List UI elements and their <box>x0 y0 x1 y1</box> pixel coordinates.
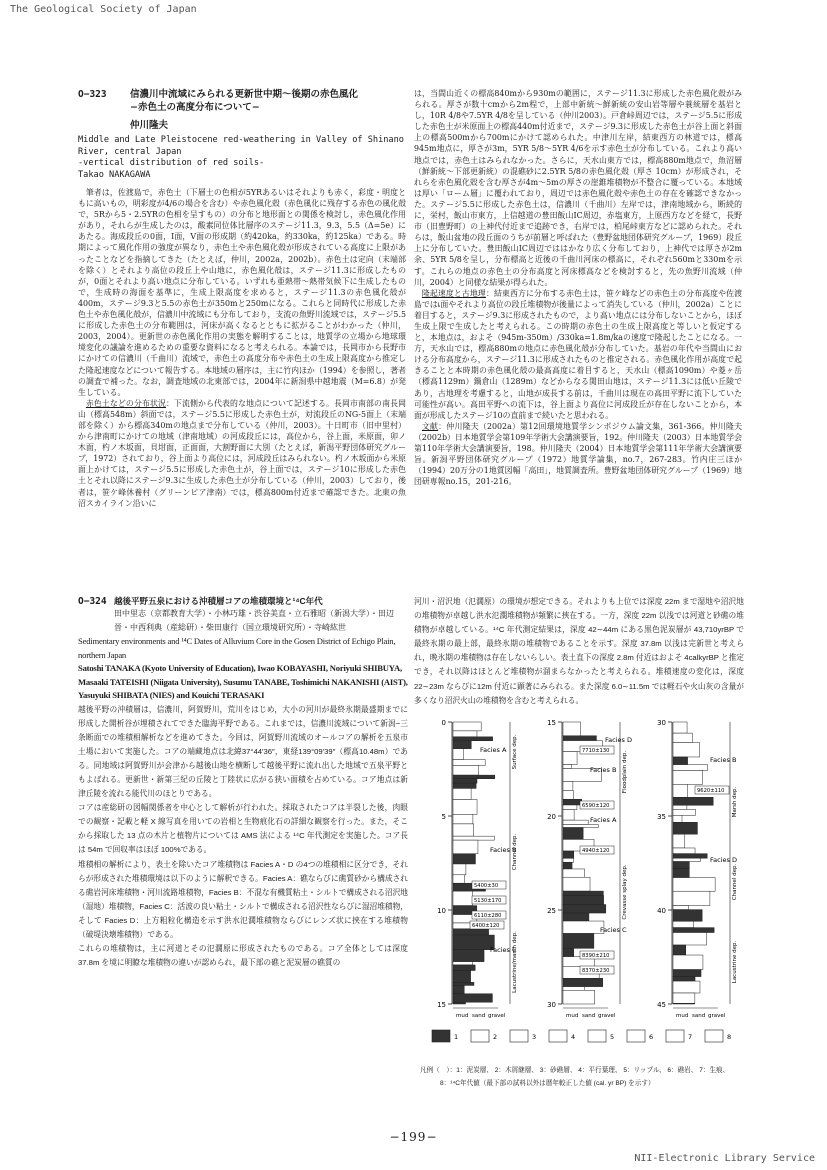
c14-date-label: 5400±30 <box>474 883 499 889</box>
figure-caption-line-2: 8：¹⁴C年代値（最下部の試料以外は暦年較正した値 (cal. yr BP) を示す） <box>440 1080 655 1087</box>
lithology-layer <box>563 824 598 827</box>
lithology-layer <box>453 824 474 836</box>
abstract-323-paragraph-4 <box>414 288 742 421</box>
legend-symbol-number: 5 <box>610 1033 615 1041</box>
lithology-layer <box>673 805 687 809</box>
lithology-layer <box>453 765 479 775</box>
environment-label: Channel dep. <box>732 863 738 901</box>
environment-label: Surface dep. <box>512 734 518 770</box>
lithology-layer <box>673 878 715 892</box>
lithology-layer <box>563 790 573 799</box>
lithology-layer <box>563 805 577 810</box>
abstract-323-author: 仲川隆夫 <box>130 120 169 131</box>
lithology-layer <box>563 877 590 891</box>
abstract-323-en-title-2: River, central Japan <box>78 146 182 157</box>
lithology-layer <box>673 928 714 933</box>
abstract-323-right-column <box>414 88 742 588</box>
lithology-layer <box>453 950 484 962</box>
abstract-323-paragraph-2-text: ：下流側から代表的な地点について記述する。長岡市南部の南長岡山（標高548m）斜面では，ステージ5.5に形成した赤色土が，対流段丘のNG-5面上（末端部を除く）から標高340mの地点まで分布している（仲川，2003）。十日町市（旧中里村）から津南町にかけての地域（津南地域）の河成段丘には，高位から，谷上面，米原面，卯ノ木面，杓ノ木坂面，貝坩面，正面面，大割野面に大別（たとえば，新潟平野団体研究グループ，1972）されており，谷上面より高位には，河成段丘はみられない。杓ノ木坂面から米原面上かけては，ステージ5.5に形成した赤色土が，谷上面では，ステージ10に形成した赤色土とそれ以降にステージ9.3に生成した赤色土が分布している（仲川，2003）しており，後者は，笹ケ峰休養村（グリーンピア津南）では，標高800m付近まで確認できた。北東の魚沼スカイライン沿いに <box>78 398 406 508</box>
c14-date-label: 7710±130 <box>582 748 610 754</box>
lithology-layer <box>453 875 464 883</box>
depth-tick-label: 25 <box>547 907 556 915</box>
c14-date-label: 5130±170 <box>474 898 502 904</box>
abstract-323-references-text: ：仲川隆夫（2002a）第12回環境地質学シンポジウム論文集，361-366。仲川隆夫（2002b）日本地質学会第109年学術大会講演要旨，192。仲川隆夫（2003）日本地質学会第110年学術大会講演要旨，198。仲川隆夫（2004）日本地質学会第111年学術大会講演要旨。新潟平野団体研究グループ（1972）地質学論集，no.7，267-283。竹内庄三ほか（1994）20万分の1地質図幅「高田」，地質調査所。豊野盆地団体研究グループ（1969）地団研専報no.15，201-216。 <box>414 421 742 487</box>
lithology-layer <box>563 722 581 736</box>
abstract-324-left-column <box>78 595 408 1115</box>
figure-caption-line-1: 凡例（ ）：1：泥炭層、 2：木屑継層、 3：砂礁層、 4：平行葉理、 5：リップル、 6：礁岩、 7：生痕、 <box>420 1067 730 1074</box>
lithology-layer <box>673 910 702 922</box>
core-log-figure <box>420 712 750 1057</box>
abstract-324-en-title: Sedimentary environments and ¹⁴C Dates of Alluvium Core in the Gosen District of Echigo Plain, northern Japan <box>78 636 396 660</box>
lithology-layer <box>673 822 697 834</box>
lithology-layer <box>453 854 475 864</box>
depth-tick-label: 35 <box>657 813 666 821</box>
lithology-layer <box>453 749 464 760</box>
lithology-layer <box>563 896 604 905</box>
legend-symbol-box <box>471 1030 489 1042</box>
lithology-layer <box>453 779 477 783</box>
lithology-layer <box>673 955 703 970</box>
abstract-324-paragraph-2: コアは産総研の図幅関係者を中心として解析が行われた。採取されたコアは半裂した後，肉眼での観察・記載と軽 X 線写真を用いての岩相と生物痕化石の詳細な観察を行った。また，そこから採取した 13 点の木片と植物片については AMS 法による ¹⁴C 年代測定を実施した。コア長は 54m で回収率はほぼ 100%である。 <box>78 803 408 855</box>
abstract-323-title-text: 信濃川中流域にみられる更新世中期～後期の赤色風化 <box>130 89 359 100</box>
grain-size-label: mud <box>566 1013 579 1019</box>
lithology-layer <box>563 891 603 895</box>
figure-caption <box>420 1064 750 1090</box>
legend-symbol-number: 8 <box>727 1033 732 1041</box>
lithology-layer <box>563 764 572 768</box>
legend-symbol-number: 4 <box>571 1033 576 1041</box>
grain-size-label: gravel <box>598 1013 616 1019</box>
legend-symbol-box <box>549 1030 567 1042</box>
lithology-layer <box>673 970 701 977</box>
lithology-layer <box>673 770 703 784</box>
abstract-323-en-author: Takao NAKAGAWA <box>78 169 151 180</box>
lithology-layer <box>673 891 710 905</box>
lithology-layer <box>453 775 495 779</box>
depth-tick-label: 40 <box>657 907 666 915</box>
lithology-layer <box>563 851 574 858</box>
facies-label: Facies B <box>710 756 737 764</box>
environment-label: Floodplain dep. <box>622 750 628 794</box>
lithology-layer <box>673 742 700 757</box>
references-heading: 文献 <box>421 421 439 431</box>
lithology-layer <box>563 781 573 790</box>
depth-tick-label: 20 <box>547 813 556 821</box>
facies-label: Facies B <box>590 766 617 774</box>
lithology-layer <box>673 1003 695 1004</box>
lithology-layer <box>453 1002 466 1004</box>
legend-symbol-number: 6 <box>649 1033 654 1041</box>
abstract-323-paragraph-1: 筆者は，佐渡島で，赤色土（下層土の色相が5YRあるいはそれよりも赤く，彩度・明度ともに高いもの，明彩度が4/6の場合を含む）や赤色風化殻（赤色風化に残存する赤色の風化殻で，5Rから5・2.5YRの色相を呈すもの）の分布と地形面との関係を検討し，赤色風化作用があり，それらが生成したのは，酸素同位体比層序のステージ11.3，9.3，5.5（Δ=5e）にあたる。海成段丘の0面，I面，V面の形成期（約420ka，約330ka，約125ka）である。時期によって風化作用の強度が異なり，赤色土や赤色風化殻が形成されている高度に上限があったことなどを指摘してきた（たとえば，仲川，2002a，2002b）。赤色土は定向（末端部を除く）とそれより高位の段丘上や山地に，赤色風化殻は，ステージ11.3に形成したものが，0面とそれより高い地点に分布している。いずれも亜熱帯～熱帯気候下に生成したもので，生成時の海面を基準に，生成上限高度を求めると，ステージ11.3の赤色風化殻が400m，ステージ9.3と5.5の赤色土が350mと250mになる。これらと同時代に形成した赤色土や赤色風化殻が，信濃川中流域にも分布しており，支流の魚野川流域では，ステージ5.5に形成した赤色土の分布範囲は，河床が高くなるとともに拡がることがわかった（仲川，2003，2004）。更新世の赤色風化作用の実態を解明することは，地質学の立場から地球環境変化の議論を進めるための重要な資料になると考えられる。本論では，長岡市から長野市にかけての信濃川（千曲川）流域で，赤色土の高度分布や赤色土の生成上限高度から推定した隆起速度などについて報告する。本地域の層序は，主に竹内ほか（1994）を参照し，著者の調査で補った。なお，調査地域の北東部では，2004年に新潟県中越地震（M=6.8）が発生している。 <box>78 188 406 397</box>
lithology-layer <box>563 752 577 765</box>
environment-label: Lacustrine/marsh dep. <box>512 931 518 993</box>
facies-label: Facies D <box>710 856 737 864</box>
lithology-layer <box>453 962 473 965</box>
lithology-layer <box>563 913 589 921</box>
grain-size-label: sand <box>582 1013 596 1019</box>
lithology-layer <box>453 971 471 983</box>
facies-label: Facies C <box>490 946 517 954</box>
lithology-layer <box>673 722 687 733</box>
facies-label: Facies A <box>480 746 507 754</box>
legend-symbol-box <box>510 1030 528 1042</box>
abstract-323-paragraph-3: は，当間山近くの標高840mから930mの範囲に，ステージ11.3に形成した赤色風化殻がみられる。厚さが数十cmから2m程で，上部中新統～鮮新統の安山岩等層や蓑統層を基岩とし，10R 4/8や7.5YR 4/8を呈している（仲川2003）。戸倉峠周辺では，ステージ5.5に形成した赤色土が米原面上の標高440m付近まで，ステージ9.3に形成した赤色土が谷上面と斜面上の標高500mから700mにかけて認められた。中津川左岸，結東西方の林道では，標高945m地点に，厚さが3m，5YR 5/8～5YR 4/6を示す赤色土が分布している。これより高い地点では，赤色土はみられなかった。さらに，天水山東方では，標高880m地点で，魚沼層（鮮新統～下部更新統）の混礁砂に2.5YR 5/8の赤色風化殻（厚さ 10cm）が形成され，それらを赤色風化殻を含む厚さが4m～5mの厚さの崖錐堆積物が不整合に覆っている。本地域は厚い「ローム層」に覆われており，周辺では赤色風化殻や赤色土の存在を確認できなかった。ステージ5.5に形成した赤色土は，信濃川（千曲川）左岸では，津南地域から，断続的に，栄村，飯山市東方，上信越道の豊田飯山IC周辺，赤塩東方，上原西方などを経て，長野市（旧豊野町）の上神代付近まで追跡でき，右岸では，柏尾峠東方などに認められた。それらは，飯山盆地の段丘面のうちが前層と呼ばれた（豊野盆地団体研究グループ，1969）段丘上に分布していた。豊田飯山IC周辺でははかなり広く分布しており，上神代では厚さが2m余、5YR 5/8を呈し，分布標高と近後の千曲川河床の標高に，それぞれ560mと330mを示す。これらの地点の赤色土の分布高度と河床標高などを検討すると，先の魚野川流域（仲川，2004）と同様な結果が得られた。 <box>414 89 742 287</box>
abstract-324-paragraph-1: 越後平野の沖積層は，信濃川，阿賀野川，荒川をはじめ，大小の河川が最終氷期最盛期までに形成した開析谷が埋積されてできた臨海平野である。これまでは，信濃川流域について新潟−三条断面での堆積相解析などを進めてきた。今回は，阿賀野川流域のオールコアの解析を五泉市土場において実施した。コアの端藏地点は北緯37°44′36″，東経139°09′39″（標高10.48m）である。同地域は阿賀野川が会津から越後山地を横断して越後平野に流れ出した地域で五泉平野ともよばれる。更新世・新第三紀の丘陵と丁陸状に広がる狭い面積を占めている。コア地点は新津丘陵を流れる能代川のほとりである。 <box>78 704 408 799</box>
facies-label: Facies A <box>590 816 617 824</box>
depth-tick-label: 15 <box>547 719 556 727</box>
environment-label: Lacustrine dep. <box>732 940 738 984</box>
lithology-layer <box>673 977 695 981</box>
lithology-layer <box>453 731 477 737</box>
grain-size-label: mud <box>676 1013 689 1019</box>
lithology-layer <box>673 862 689 869</box>
abstract-323-en-title-3: -vertical distribution of red soils- <box>78 158 265 168</box>
lithology-layer <box>673 733 692 742</box>
abstract-324-paragraph-3: 堆積相の解析により，表土を除いたコア堆積物は Facies A・D の4つの堆積相に区分でき，それらが形成された堆積環境は以下のように解釈できる。Facies A：礁ならびに礁質砂から構成される礁岩河床堆積物・河川流路堆積物，Facies B：不混な有機質粘土・シルトで構成される沼沢地（湿地）堆積物，Facies C：活波の良い粘土・シルトで構成される沼沢性ならびに湿沼堆積物，そして Facies D：上方粗粒化構造を示す洪水氾濶堆積物ならびにレンズ状に挾在する堆積物（破堤決壊堆積物）である。 <box>78 859 408 939</box>
lithology-layer <box>453 994 492 1002</box>
legend-symbol-number: 1 <box>454 1033 459 1041</box>
environment-label: Marsh dep. <box>732 786 738 818</box>
core-log-svg <box>420 712 750 1057</box>
page-number: −199− <box>389 1130 438 1144</box>
library-footer: NII-Electronic Library Service <box>634 1153 815 1164</box>
lithology-layer <box>563 990 595 1004</box>
abstract-324-right-column <box>414 595 744 715</box>
lithology-layer <box>453 985 464 993</box>
lithology-layer <box>673 906 689 910</box>
lithology-layer <box>453 737 493 741</box>
abstract-323-left-column <box>78 88 406 588</box>
lithology-layer <box>673 858 700 861</box>
legend-symbol-number: 3 <box>532 1033 537 1041</box>
c14-date-label: 4940±120 <box>582 848 610 854</box>
c14-date-label: 6590±120 <box>582 803 610 809</box>
lithology-layer <box>673 869 689 878</box>
lithology-layer <box>673 797 713 805</box>
depth-tick-label: 30 <box>657 719 666 727</box>
lithology-layer <box>563 948 574 956</box>
lithology-layer <box>453 864 466 875</box>
depth-tick-label: 30 <box>547 1001 556 1009</box>
lithology-layer <box>673 848 695 854</box>
grain-size-label: sand <box>692 1013 706 1019</box>
lithology-layer <box>453 788 471 799</box>
grain-size-label: gravel <box>708 1013 726 1019</box>
lithology-layer <box>673 993 695 1003</box>
lithology-layer <box>673 757 688 765</box>
abstract-323-subtitle: −赤色土の高度分布について− <box>130 102 260 113</box>
lithology-layer <box>453 935 494 950</box>
c14-date-label: 6110±280 <box>474 913 502 919</box>
abstract-323-paragraph-4-text: ：結東西方に分布する赤色土は，笹ケ峰などの赤色土の分布高度や佐渡島ではเ面やそれより高位の段丘堆積物が後量によって消失している（仲川，2002a）ことに着目すると，ステージ9.3に形成されたもので，より高い地点には分布しないことから，ほぼ生成上限で生成したと考えられる。この時期の赤色土の生成上限高度と等しいと仮定すると，本地点は，およそ（945m-350m）/330ka=1.8m/kaの速度で隆起したことになる。一方，天水山では，標高880mの地点に赤色風化殻が分布していた。基岩の年代や当間山における分布高度から，ステージ11.3に形成されたものと推定される。赤色風化作用が高度で起きることと本時期の赤色風化殻の最高高度に着目すると，天水山（標高1090m）や菱ヶ岳（標高1129m）鍋倉山（1289m）などからなる関田山地は，ステージ11.3には低い丘陵であり，古地理を考慮すると，山地が成長する前は，千曲川は現在の高田平野に流下していた可能性が高い。高田平野への流下は，谷上面より高位に河成段丘が存在しないことから，本面が形成したステージ10の直前まで続いたと思われる。 <box>414 288 742 420</box>
lithology-layer <box>673 854 707 859</box>
abstract-323-number: O−323 <box>78 89 107 100</box>
section-heading-uplift: 隆起速度と古地理 <box>421 288 486 298</box>
legend-symbol-box <box>705 1030 723 1042</box>
lithology-layer <box>453 814 473 824</box>
abstract-324-title-text: 越後平野五泉における沖積層コアの堆積環境と¹⁴C年代 <box>114 596 323 606</box>
lithology-layer <box>673 815 682 822</box>
abstract-324-number: O−324 <box>78 596 107 607</box>
facies-label: Facies D <box>605 736 632 744</box>
lithology-layer <box>453 741 471 749</box>
abstract-323-title <box>78 88 406 101</box>
abstract-324-authors-jp: 田中里志（京都教育大学）・小林巧雄・渋谷美直・立石雅昭（新潟大学）・田辺 晉・中西利典（産総研）・柴田康行（国立環境研究所）・寺崎紘世 <box>114 609 402 632</box>
lithology-layer <box>453 929 489 935</box>
grain-size-label: sand <box>472 1013 486 1019</box>
lithology-layer <box>563 978 603 986</box>
abstract-323-references <box>414 421 742 488</box>
lithology-layer <box>563 933 594 948</box>
abstract-324-paragraph-4: これらの堆積物は，主に河道とその氾濶原に形成されたものである。コア全体としては深度 37.8m を境に明瞭な堆積物の違いが認められ，最下部の礁と泥炭層の礁質の <box>78 944 408 968</box>
grain-size-label: mud <box>456 1013 469 1019</box>
c14-date-label: 9620±110 <box>697 788 725 794</box>
abstract-324-paragraph-5: 河川・沼沢地（氾濶原）の環境が想定できる。それよりも上位では深度 22m まで湿地や沼沢地の堆積物が卓越し洪水氾濶堆積物が頻繁に挾在する。一方，深度 22m 以浅では河道と砂礁の堆積物が卓越している。¹⁴C 年代測定結果は，深度 42∼44m にある黒色泥炭層が 43,710yrBP で最終氷期の最上部，最終氷期の堆積物であることを示す。深度 37.8m 以浅は完新世と考えられ，晩氷期の堆積物は存在しないらしい。表土直下の深度 2.8m 付近はおよそ 4calkyrBP と推定でき，それ以降はほとんど堆積物が溜まらなかったと考えられる。堆積速度の変化は，深度 22∼23m ならびに12m 付近に顕著にみられる。また深度 6.0∼11.5m では軽石や火山灰の含量が多くなり沼沢火山の堆積物を含むと考えられる。 <box>414 597 744 705</box>
lithology-layer <box>563 736 596 741</box>
legend-symbol-number: 7 <box>688 1033 693 1041</box>
society-header: The Geological Society of Japan <box>10 4 197 15</box>
c14-date-label: 8390±210 <box>582 953 610 959</box>
lithology-layer <box>673 981 700 993</box>
lithology-layer <box>673 933 706 945</box>
lithology-layer <box>673 784 687 797</box>
legend-symbol-box <box>666 1030 684 1042</box>
lithology-layer <box>563 862 572 869</box>
lithology-layer <box>453 836 494 840</box>
lithology-layer <box>563 987 584 991</box>
legend-symbol-box <box>432 1030 450 1042</box>
lithology-layer <box>673 809 695 815</box>
lithology-layer <box>673 834 685 848</box>
facies-label: Facies C <box>600 926 627 934</box>
legend-symbol-number: 2 <box>493 1033 498 1041</box>
environment-label: Channel dep. <box>512 833 518 871</box>
lithology-layer <box>453 760 485 766</box>
lithology-layer <box>453 722 481 731</box>
lithology-layer <box>563 869 585 877</box>
lithology-layer <box>673 921 694 927</box>
environment-label: Crevasse splay dep. <box>622 864 628 920</box>
lithology-layer <box>453 800 477 815</box>
lithology-layer <box>453 982 474 985</box>
section-heading-distribution: 赤色土などの分布状況 <box>85 398 166 408</box>
lithology-layer <box>563 810 574 820</box>
abstract-324-en-authors: Satoshi TANAKA (Kyoto University of Education), Iwao KOBAYASHI, Noriyuki SHIBUYA, Masaaki TATEISHI (Niigata University), Susumu TANABE, Toshimichi NAKANISHI (AIST), Yasuyuki SHIBATA (NIES) and Kouichi TERASAKI <box>78 663 408 700</box>
lithology-layer <box>563 828 583 840</box>
grain-size-label: gravel <box>488 1013 506 1019</box>
lithology-layer <box>673 765 708 771</box>
lithology-layer <box>563 820 588 824</box>
depth-tick-label: 15 <box>437 1001 446 1009</box>
facies-label: Facies B <box>490 846 517 854</box>
lithology-layer <box>453 965 475 971</box>
lithology-layer <box>563 905 606 914</box>
depth-tick-label: 10 <box>437 907 446 915</box>
legend-symbol-box <box>588 1030 606 1042</box>
lithology-layer <box>563 799 582 805</box>
lithology-layer <box>453 840 478 854</box>
lithology-layer <box>563 921 604 933</box>
abstract-323-en-title-1: Middle and Late Pleistocene red-weathering in Valley of Shinano <box>78 135 404 145</box>
depth-tick-label: 45 <box>657 1001 666 1009</box>
lithology-layer <box>453 783 476 788</box>
depth-tick-label: 0 <box>441 719 446 727</box>
lithology-layer <box>673 945 686 955</box>
abstract-323-paragraph-2 <box>78 398 406 509</box>
c14-date-label: 8370±230 <box>582 968 610 974</box>
lithology-layer <box>563 858 573 862</box>
depth-tick-label: 5 <box>441 813 446 821</box>
lithology-layer <box>453 891 473 905</box>
abstract-324-title <box>78 595 408 607</box>
c14-date-label: 6400±120 <box>472 923 500 929</box>
legend-symbol-box <box>627 1030 645 1042</box>
